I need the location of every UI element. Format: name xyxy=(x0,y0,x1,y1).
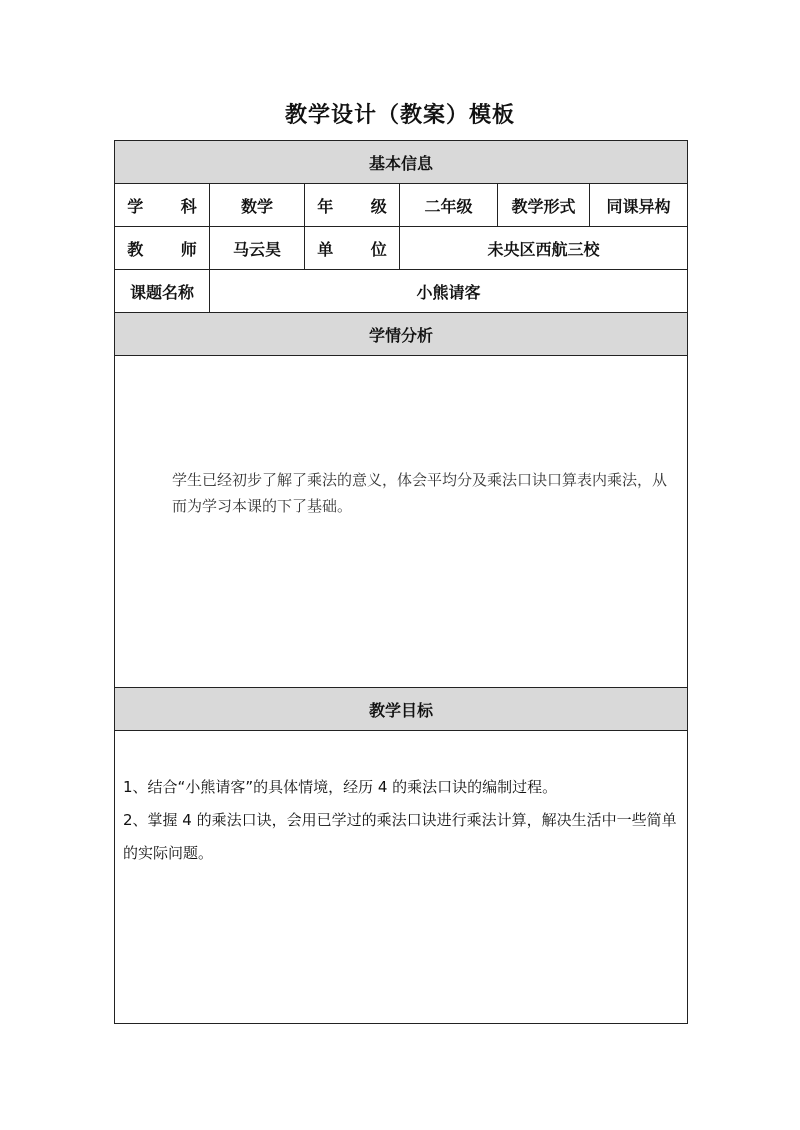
analysis-header-row xyxy=(115,313,688,356)
subject-label-cell xyxy=(115,184,213,227)
format-value: 同课异构 xyxy=(590,184,688,227)
unit-label-cell xyxy=(305,227,403,270)
grade-value: 二年级 xyxy=(400,184,498,227)
topic-label: 课题名称 xyxy=(115,270,210,313)
goals-list xyxy=(115,731,687,870)
teacher-value: 马云昊 xyxy=(210,227,305,270)
analysis-header: 学情分析 xyxy=(115,313,688,356)
teacher-row xyxy=(115,227,688,270)
goals-body xyxy=(115,731,688,1024)
lesson-plan-table xyxy=(114,140,688,1024)
topic-row xyxy=(115,270,688,313)
unit-value: 未央区西航三校 xyxy=(400,227,688,270)
goal-item-1: 1、结合“小熊请客”的具体情境，经历 4 的乘法口诀的编制过程。 xyxy=(123,778,558,796)
teacher-label-cell xyxy=(115,227,213,270)
basic-info-header: 基本信息 xyxy=(115,141,688,184)
analysis-text: 学生已经初步了解了乘法的意义，体会平均分及乘法口诀口算表内乘法，从而为学习本课的下了基础。 xyxy=(172,470,668,515)
grade-label: 年 级 xyxy=(317,196,403,216)
analysis-body-row xyxy=(115,356,688,688)
goals-header: 教学目标 xyxy=(115,688,688,731)
unit-label: 单 位 xyxy=(317,239,403,259)
topic-value: 小熊请客 xyxy=(210,270,688,313)
document-title: 教学设计（教案）模板 xyxy=(284,102,515,128)
analysis-body xyxy=(115,356,688,688)
basic-info-header-row xyxy=(115,141,688,184)
format-label: 教学形式 xyxy=(498,184,590,227)
grade-label-cell xyxy=(305,184,403,227)
subject-value: 数学 xyxy=(210,184,305,227)
subject-row xyxy=(115,184,688,227)
goal-item-2: 2、掌握 4 的乘法口诀，会用已学过的乘法口诀进行乘法计算，解决生活中一些简单的实际问题。 xyxy=(123,811,677,862)
goals-body-row xyxy=(115,731,688,1024)
teacher-label: 教 师 xyxy=(127,239,213,259)
goals-header-row xyxy=(115,688,688,731)
subject-label: 学 科 xyxy=(127,196,213,216)
